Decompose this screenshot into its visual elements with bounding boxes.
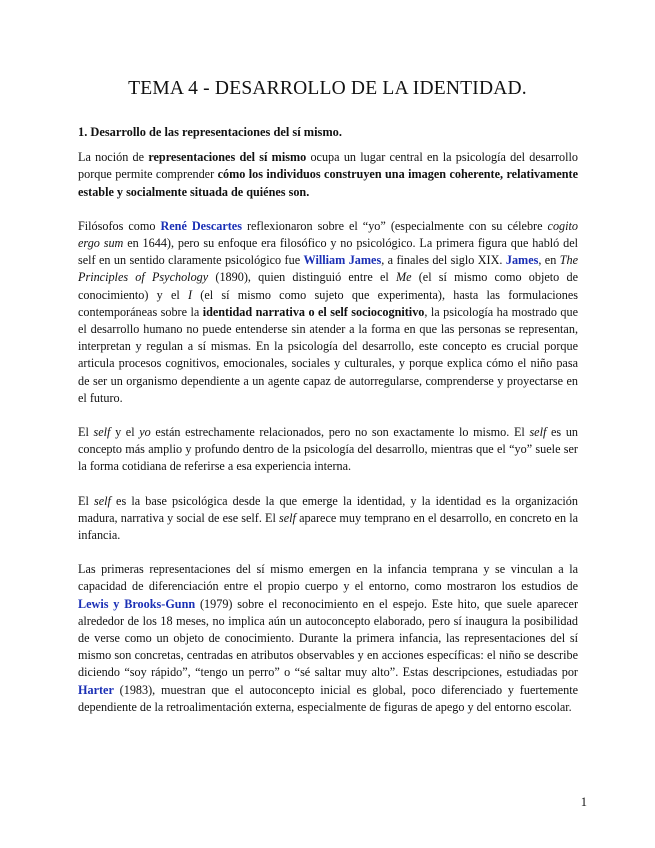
page-title: TEMA 4 - DESARROLLO DE LA IDENTIDAD. <box>128 78 527 99</box>
paragraph-2: Filósofos como René Descartes reflexionaron sobre el “yo” (especialmente con su célebre cogito ergo sum en 1644), pero su enfoque era filosófico y no psicológico. La primera figura que habló del self en un sentido claramente psicológico fue William James, a finales del siglo XIX. James, en The Principles of Psychology (1890), quien distinguió entre el Me (el sí mismo como objeto de conocimiento) y el I (el sí mismo como sujeto que experimenta), hasta las formulaciones contemporáneas sobre la identidad narrativa o el self sociocognitivo, la psicología ha mostrado que el desarrollo humano no puede entenderse sin atender a la forma en que las personas se representan, interpretan y regulan a sí mismas. En la psicología del desarrollo, este concepto es crucial porque articula procesos cognitivos, emocionales, sociales y culturales, y porque explica cómo el niño pasa de ser un organismo dependiente a un agente capaz de autorregularse, comprenderse y proyectarse en el futuro. <box>78 218 579 405</box>
document-body <box>78 124 578 716</box>
author-name-lewis-brooks-gunn: Lewis y Brooks-Gunn <box>78 596 196 611</box>
key-term: representaciones del sí mismo <box>148 150 307 165</box>
book-title: The Principles of Psychology <box>78 253 578 285</box>
author-name-james: James <box>505 253 539 268</box>
paragraph-4: El self es la base psicológica desde la que emerge la identidad, y la identidad es la organización madura, narrativa y social de ese self. El self aparece muy temprano en el desarrollo, en concreto en la infancia. <box>78 493 578 543</box>
paragraph-3: El self y el yo están estrechamente relacionados, pero no son exactamente lo mismo. El self es un concepto más amplio y profundo dentro de la psicología del desarrollo, mientras que el “yo” suele ser la forma cotidiana de referirse a esa experiencia interna. <box>78 425 579 474</box>
section-heading: 1. Desarrollo de las representaciones del sí mismo. <box>78 125 342 139</box>
paragraph-1: La noción de representaciones del sí mismo ocupa un lugar central en la psicología del desarrollo porque permite comprender cómo los individuos construyen una imagen coherente, relativamente estable y socialmente situada de quiénes son. <box>78 150 579 199</box>
author-name-william-james: William James <box>303 253 382 268</box>
key-term-identidad: identidad narrativa o el self sociocognitivo <box>202 304 425 319</box>
key-phrase: cómo los individuos construyen una imagen coherente, relativamente estable y socialmente situada de quiénes son. <box>78 167 578 199</box>
author-name-harter: Harter <box>78 682 114 697</box>
author-name-descartes: René Descartes <box>160 218 242 233</box>
paragraph-5: Las primeras representaciones del sí mismo emergen en la infancia temprana y se vinculan a la capacidad de diferenciación entre el propio cuerpo y el entorno, como mostraron los estudios de Lewis y Brooks-Gunn (1979) sobre el reconocimiento en el espejo. Este hito, que suele aparecer alrededor de los 18 meses, no implica aún un autoconcepto elaborado, pero sí inaugura la posibilidad de verse como un objeto de conocimiento. Durante la primera infancia, las representaciones del sí mismo son concretas, centradas en atributos observables y en acciones específicas: el niño se describe diciendo “soy rápido”, “tengo un perro” o “sé saltar muy alto”. Estas descripciones, estudiadas por Harter (1983), muestran que el autoconcepto inicial es global, poco diferenciado y fuertemente dependiente de la retroalimentación externa, especialmente de figuras de apego y del entorno escolar. <box>78 562 579 714</box>
page-number: 1 <box>580 795 587 809</box>
